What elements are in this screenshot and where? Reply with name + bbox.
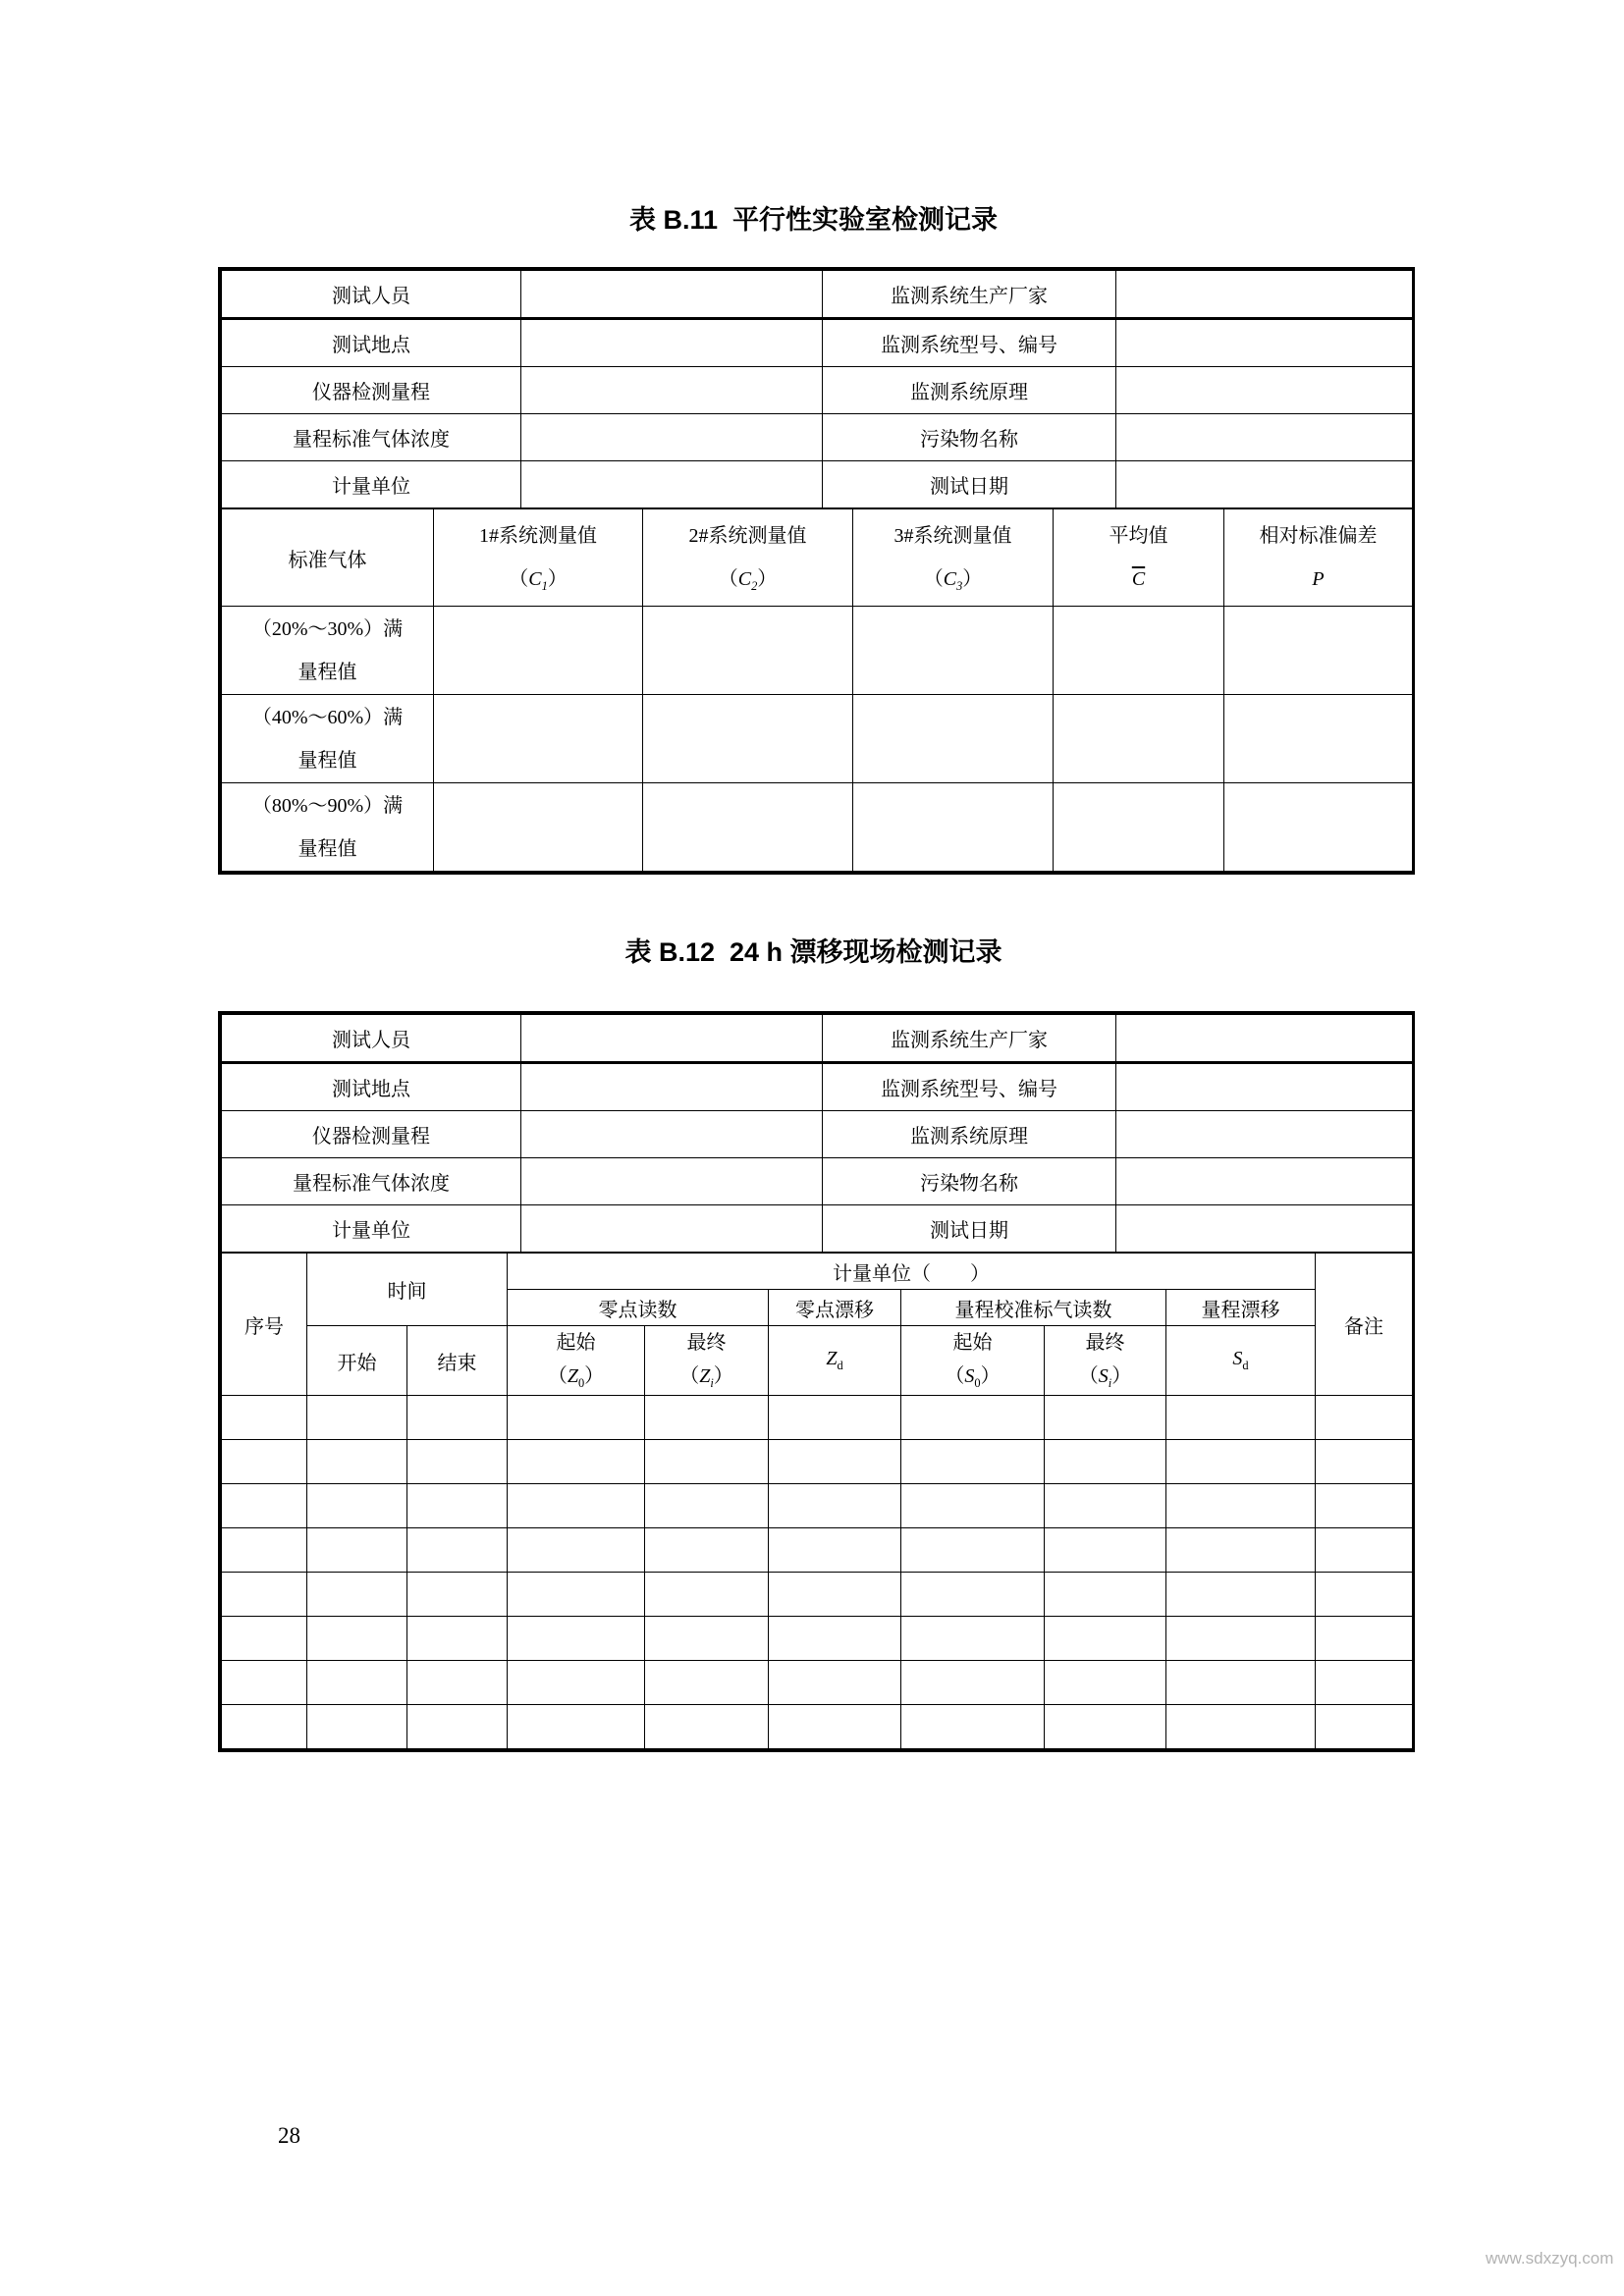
symbol-c2: $(C_2)$ <box>718 568 778 593</box>
empty-cell <box>1116 271 1413 319</box>
symbol-zd: $Z_d$ <box>826 1348 843 1372</box>
column-header-mean: 平均值 $\overline{C}$ <box>1054 509 1224 607</box>
empty-cell <box>901 1573 1045 1617</box>
empty-cell <box>1166 1528 1316 1573</box>
empty-cell <box>643 695 853 783</box>
empty-cell <box>407 1705 508 1749</box>
empty-cell <box>769 1484 901 1528</box>
column-header-z0: 起始 $(Z_0)$ <box>508 1326 645 1396</box>
info-label: 测试日期 <box>823 1205 1116 1253</box>
info-label: 量程标准气体浓度 <box>222 414 521 461</box>
empty-cell <box>901 1440 1045 1484</box>
empty-cell <box>1166 1440 1316 1484</box>
empty-cell <box>645 1440 769 1484</box>
table-row <box>222 1063 1413 1111</box>
empty-cell <box>1116 461 1413 508</box>
empty-cell <box>307 1528 407 1573</box>
empty-cell <box>645 1705 769 1749</box>
empty-cell <box>645 1528 769 1573</box>
table-row <box>222 1440 1413 1484</box>
empty-cell <box>1116 1111 1413 1158</box>
empty-cell <box>1316 1705 1413 1749</box>
table-row <box>222 1705 1413 1749</box>
column-header-end: 结束 <box>407 1326 508 1396</box>
table-b11-info <box>221 270 1413 508</box>
empty-cell <box>1166 1617 1316 1661</box>
column-header-zd <box>769 1326 901 1396</box>
info-label: 仪器检测量程 <box>222 367 521 414</box>
empty-cell <box>222 1528 307 1573</box>
empty-cell <box>643 783 853 872</box>
column-header-start: 开始 <box>307 1326 407 1396</box>
column-header-seq: 序号 <box>222 1254 307 1396</box>
table-b12-title: 表 B.12 24 h 漂移现场检测记录 <box>624 937 1002 967</box>
column-header-std-gas: 标准气体 <box>222 509 434 607</box>
empty-cell <box>643 607 853 695</box>
table-header-row <box>222 509 1413 607</box>
symbol-mean-c: $\overline{C}$ <box>1131 568 1146 590</box>
empty-cell <box>521 1158 823 1205</box>
info-label: 量程标准气体浓度 <box>222 1158 521 1205</box>
column-header-zi: 最终 $(Z_i)$ <box>645 1326 769 1396</box>
table-row <box>222 695 1413 783</box>
column-header-si: 最终 $(S_i)$ <box>1045 1326 1166 1396</box>
empty-cell <box>434 695 643 783</box>
empty-cell <box>521 461 823 508</box>
empty-cell <box>307 1573 407 1617</box>
table-b11-title: 表 B.11 平行性实验室检测记录 <box>628 205 999 235</box>
empty-cell <box>1045 1484 1166 1528</box>
empty-cell <box>645 1617 769 1661</box>
info-label: 测试人员 <box>222 1015 521 1063</box>
empty-cell <box>1116 1063 1413 1111</box>
empty-cell <box>1166 1573 1316 1617</box>
empty-cell <box>1166 1396 1316 1440</box>
empty-cell <box>1116 1158 1413 1205</box>
empty-cell <box>1166 1705 1316 1749</box>
empty-cell <box>1224 783 1413 872</box>
empty-cell <box>645 1396 769 1440</box>
column-header-zero-reading: 零点读数 <box>508 1290 769 1326</box>
column-header-remark: 备注 <box>1316 1254 1413 1396</box>
empty-cell <box>222 1484 307 1528</box>
empty-cell <box>307 1661 407 1705</box>
empty-cell <box>1045 1661 1166 1705</box>
empty-cell <box>521 1015 823 1063</box>
empty-cell <box>645 1661 769 1705</box>
empty-cell <box>307 1705 407 1749</box>
empty-cell <box>307 1617 407 1661</box>
empty-cell <box>901 1661 1045 1705</box>
empty-cell <box>1116 1015 1413 1063</box>
empty-cell <box>901 1705 1045 1749</box>
symbol-p: P <box>1312 568 1325 590</box>
empty-cell <box>901 1528 1045 1573</box>
empty-cell <box>645 1484 769 1528</box>
table-row <box>222 1158 1413 1205</box>
empty-cell <box>853 783 1054 872</box>
symbol-c1: $(C_1)$ <box>509 568 568 593</box>
empty-cell <box>222 1396 307 1440</box>
row-label-40-60-span: （40%～60%）满 量程值 <box>222 695 434 783</box>
empty-cell <box>1045 1528 1166 1573</box>
empty-cell <box>769 1528 901 1573</box>
table-row <box>222 783 1413 872</box>
column-header-sd <box>1166 1326 1316 1396</box>
column-header-span-drift: 量程漂移 <box>1166 1290 1316 1326</box>
table-row <box>222 319 1413 367</box>
empty-cell <box>645 1573 769 1617</box>
table-row <box>222 1661 1413 1705</box>
empty-cell <box>1054 783 1224 872</box>
info-label: 污染物名称 <box>823 414 1116 461</box>
empty-cell <box>769 1440 901 1484</box>
empty-cell <box>853 695 1054 783</box>
empty-cell <box>508 1617 645 1661</box>
symbol-z0: $(Z_0)$ <box>547 1365 605 1391</box>
column-header-s0: 起始 $(S_0)$ <box>901 1326 1045 1396</box>
empty-cell <box>222 1705 307 1749</box>
table-b12-grid <box>221 1253 1413 1749</box>
column-header-zero-drift: 零点漂移 <box>769 1290 901 1326</box>
empty-cell <box>1224 607 1413 695</box>
empty-cell <box>434 783 643 872</box>
empty-cell <box>307 1440 407 1484</box>
row-label-20-30-span: （20%～30%）满 量程值 <box>222 607 434 695</box>
empty-cell <box>1316 1528 1413 1573</box>
empty-cell <box>434 607 643 695</box>
empty-cell <box>1116 319 1413 367</box>
empty-cell <box>307 1484 407 1528</box>
info-label: 测试人员 <box>222 271 521 319</box>
table-row <box>222 1528 1413 1573</box>
column-header-span-reading: 量程校准标气读数 <box>901 1290 1166 1326</box>
info-label: 仪器检测量程 <box>222 1111 521 1158</box>
empty-cell <box>508 1528 645 1573</box>
empty-cell <box>222 1661 307 1705</box>
info-label: 监测系统原理 <box>823 1111 1116 1158</box>
empty-cell <box>1316 1617 1413 1661</box>
empty-cell <box>521 319 823 367</box>
table-row <box>222 607 1413 695</box>
table-row <box>222 1205 1413 1253</box>
empty-cell <box>1045 1617 1166 1661</box>
info-label: 测试日期 <box>823 461 1116 508</box>
empty-cell <box>1316 1484 1413 1528</box>
info-label: 计量单位 <box>222 1205 521 1253</box>
empty-cell <box>508 1661 645 1705</box>
table-header-row <box>222 1326 1413 1396</box>
empty-cell <box>1054 695 1224 783</box>
table-row <box>222 414 1413 461</box>
table-b12-info <box>221 1014 1413 1253</box>
table-row <box>222 1111 1413 1158</box>
empty-cell <box>508 1573 645 1617</box>
table-row <box>222 461 1413 508</box>
empty-cell <box>1316 1396 1413 1440</box>
empty-cell <box>769 1573 901 1617</box>
empty-cell <box>901 1396 1045 1440</box>
info-label: 监测系统原理 <box>823 367 1116 414</box>
empty-cell <box>407 1484 508 1528</box>
table-b11-grid <box>221 508 1413 872</box>
empty-cell <box>508 1396 645 1440</box>
empty-cell <box>407 1617 508 1661</box>
empty-cell <box>769 1661 901 1705</box>
empty-cell <box>407 1661 508 1705</box>
info-label: 计量单位 <box>222 461 521 508</box>
symbol-c3: $(C_3)$ <box>923 568 983 593</box>
page-number: 28 <box>278 2123 300 2148</box>
column-header-c3: 3#系统测量值 $(C_3)$ <box>853 509 1054 607</box>
empty-cell <box>1045 1573 1166 1617</box>
empty-cell <box>1224 695 1413 783</box>
column-header-c1: 1#系统测量值 $(C_1)$ <box>434 509 643 607</box>
symbol-si: $(S_i)$ <box>1078 1365 1132 1391</box>
info-label: 监测系统型号、编号 <box>823 319 1116 367</box>
empty-cell <box>1316 1661 1413 1705</box>
empty-cell <box>521 271 823 319</box>
empty-cell <box>1166 1661 1316 1705</box>
info-label: 监测系统型号、编号 <box>823 1063 1116 1111</box>
table-b11 <box>218 267 1415 875</box>
empty-cell <box>769 1617 901 1661</box>
empty-cell <box>1116 1205 1413 1253</box>
empty-cell <box>1316 1440 1413 1484</box>
empty-cell <box>508 1705 645 1749</box>
row-label-80-90-span: （80%～90%）满 量程值 <box>222 783 434 872</box>
empty-cell <box>508 1440 645 1484</box>
empty-cell <box>222 1617 307 1661</box>
table-row <box>222 271 1413 319</box>
empty-cell <box>222 1573 307 1617</box>
empty-cell <box>1116 414 1413 461</box>
table-row <box>222 1396 1413 1440</box>
empty-cell <box>1045 1396 1166 1440</box>
column-header-rsd: 相对标准偏差 P <box>1224 509 1413 607</box>
empty-cell <box>521 1063 823 1111</box>
empty-cell <box>521 367 823 414</box>
table-b12 <box>218 1011 1415 1752</box>
empty-cell <box>1054 607 1224 695</box>
empty-cell <box>222 1440 307 1484</box>
empty-cell <box>407 1573 508 1617</box>
symbol-sd: $S_d$ <box>1232 1348 1249 1372</box>
column-header-c2: 2#系统测量值 $(C_2)$ <box>643 509 853 607</box>
empty-cell <box>521 1205 823 1253</box>
table-row <box>222 1015 1413 1063</box>
empty-cell <box>1045 1705 1166 1749</box>
info-label: 污染物名称 <box>823 1158 1116 1205</box>
empty-cell <box>508 1484 645 1528</box>
empty-cell <box>407 1528 508 1573</box>
info-label: 测试地点 <box>222 1063 521 1111</box>
empty-cell <box>1316 1573 1413 1617</box>
info-label: 测试地点 <box>222 319 521 367</box>
empty-cell <box>769 1396 901 1440</box>
table-row <box>222 1573 1413 1617</box>
empty-cell <box>1166 1484 1316 1528</box>
info-label: 监测系统生产厂家 <box>823 271 1116 319</box>
empty-cell <box>407 1440 508 1484</box>
empty-cell <box>521 1111 823 1158</box>
empty-cell <box>307 1396 407 1440</box>
column-header-time: 时间 <box>307 1254 508 1326</box>
empty-cell <box>853 607 1054 695</box>
symbol-s0: $(S_0)$ <box>945 1365 1001 1391</box>
b12-body <box>222 1396 1413 1749</box>
empty-cell <box>901 1484 1045 1528</box>
table-row <box>222 1617 1413 1661</box>
symbol-zi: $(Z_i)$ <box>679 1365 733 1391</box>
empty-cell <box>901 1617 1045 1661</box>
table-row <box>222 1484 1413 1528</box>
empty-cell <box>521 414 823 461</box>
info-label: 监测系统生产厂家 <box>823 1015 1116 1063</box>
table-header-row <box>222 1254 1413 1290</box>
table-row <box>222 367 1413 414</box>
empty-cell <box>1045 1440 1166 1484</box>
watermark: www.sdxzyq.com <box>1486 2249 1614 2268</box>
empty-cell <box>1116 367 1413 414</box>
empty-cell <box>407 1396 508 1440</box>
empty-cell <box>769 1705 901 1749</box>
column-header-unit: 计量单位（ ） <box>508 1254 1316 1290</box>
